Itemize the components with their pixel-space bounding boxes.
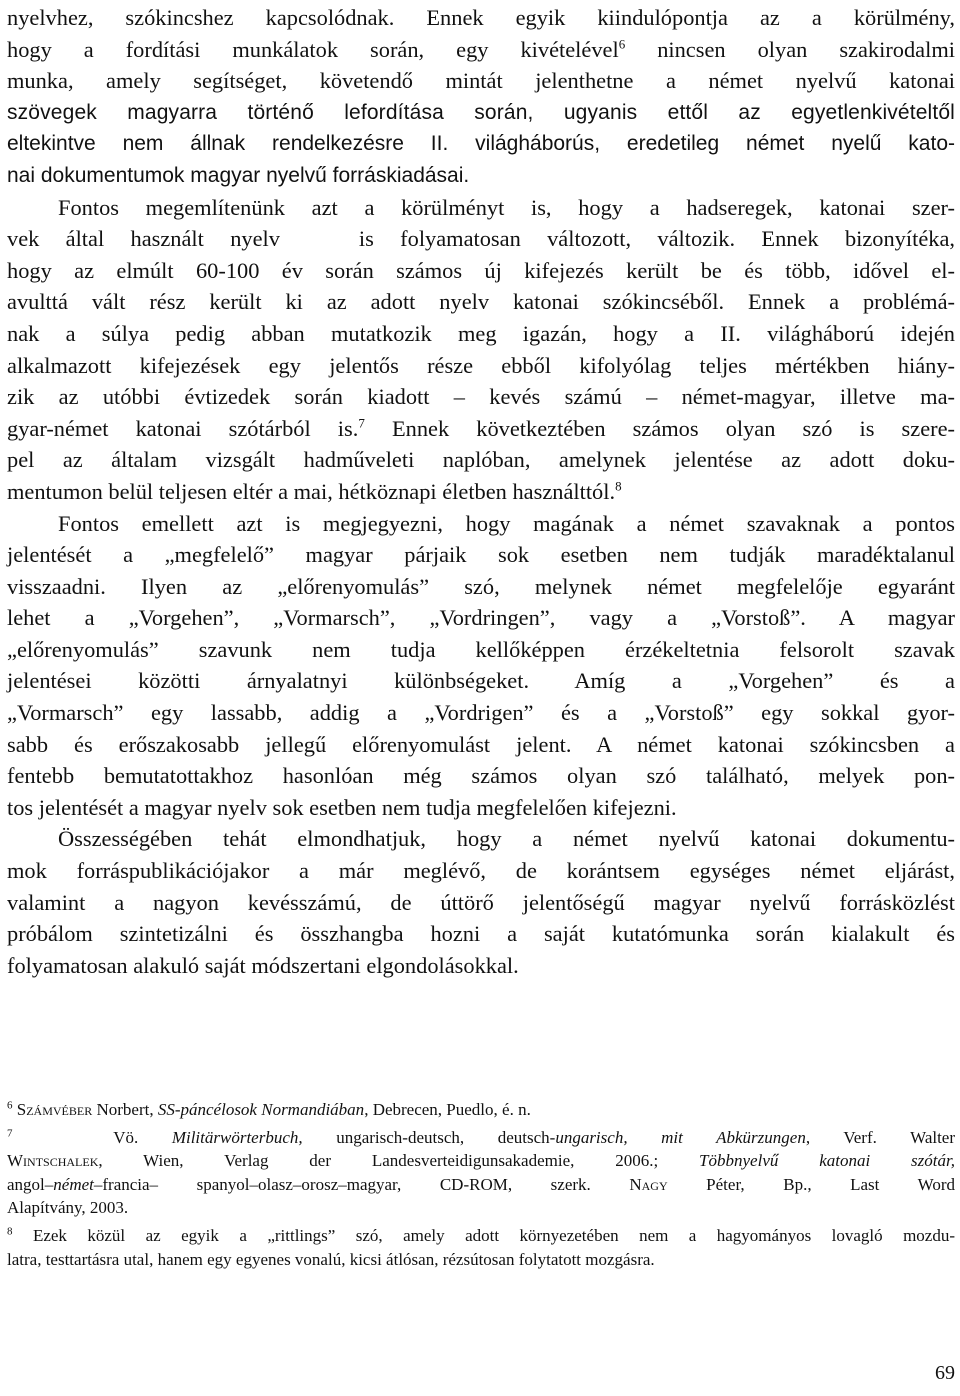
footnote-title: SS-páncélosok Normandiában bbox=[157, 1100, 365, 1119]
text-line: hogy az elmúlt 60-100 év során számos új kifejezés került be és több, idővel el- bbox=[7, 257, 955, 283]
text-line: mok forráspublikációjakor a már meglévő, de korántsem egységes német eljárást, bbox=[7, 858, 955, 884]
text-line: visszaadni. Ilyen az „előrenyomulás” szó, melynek német megfelelője egyaránt bbox=[7, 573, 955, 599]
text-line: zik az utóbbi évtizedek során kiadott – kevés számú – német-magyar, illetve ma- bbox=[7, 384, 955, 410]
text-line: próbálom szintetizálni és összhangba hozni a saját kutatómunka során kialakult és bbox=[7, 921, 955, 947]
text-line: eltekintve nem állnak rendelkezésre II. világháborús, eredetileg német nyelű kato- bbox=[7, 132, 955, 156]
footnote-number: 7 bbox=[7, 1126, 13, 1139]
text-line: szövegek magyarra történő lefordítása során, ugyanis ettől az egyetlenkivételtől bbox=[7, 100, 955, 124]
paragraph-2 bbox=[7, 192, 955, 508]
footnote-number: 8 bbox=[7, 1225, 13, 1238]
text-line: avulttá vált rész került ki az adott nyelv katonai szókincséből. Ennek a problémá- bbox=[7, 289, 955, 315]
main-text bbox=[7, 2, 955, 981]
text-line: nak a súlya pedig abban mutatkozik meg igazán, hogy a II. világháború idején bbox=[7, 320, 955, 346]
footnote-line: Wintschalek, Wien, Verlag der Landesverteidigunsakademie, 2006.; Többnyelvű katonai szótár, bbox=[7, 1151, 955, 1171]
text-line: folyamatosan alakuló saját módszertani elgondolásokkal. bbox=[7, 952, 519, 978]
footnote-ref-6[interactable]: 6 bbox=[618, 36, 626, 52]
footnote-8 bbox=[7, 1224, 955, 1271]
footnote-line: latra, testtartásra utal, hanem egy egyenes vonalú, kicsi átlósan, rézsútosan folytatott mozgásra. bbox=[7, 1249, 655, 1269]
text-line: fentebb bemutatottakhoz hasonlóan még számos olyan szó található, melyek pon- bbox=[7, 763, 955, 789]
footnote-number: 6 bbox=[7, 1099, 13, 1112]
footnote-6: $^6$ Számvéber Norbert, SS-páncélosok Normandiában, Debrecen, Puedlo, é. n. bbox=[7, 1099, 531, 1119]
text-line: tos jelentését a magyar nyelv sok esetben nem tudja megfelelően kifejezni. bbox=[7, 794, 677, 820]
text-line: sabb és erőszakosabb jellegű előrenyomulást jelent. A német katonai szókincsben a bbox=[7, 731, 955, 757]
footnote-ref-8[interactable]: 8 bbox=[615, 478, 622, 494]
text-line: „előrenyomulás” szavunk nem tudja kellőképpen érzékeltetnia felsorolt szavak bbox=[7, 636, 955, 662]
text-line: jelentését a „megfelelő” magyar párjaik sok esetben nem tudják maradéktalanul bbox=[7, 542, 955, 568]
text-line: „Vormarsch” egy lassabb, addig a „Vordrigen” és a „Vorstoß” egy sokkal gyor- bbox=[7, 700, 955, 726]
text-line: nai dokumentumok magyar nyelvű forráskiadásai. bbox=[7, 163, 470, 187]
page-number: 69 bbox=[935, 1362, 955, 1384]
text-line: nyelvhez, szókincshez kapcsolódnak. Ennek egyik kiindulópontja az a körülmény, bbox=[7, 5, 955, 30]
paragraph-4 bbox=[7, 823, 955, 981]
footnote-ref-7[interactable]: 7 bbox=[358, 415, 365, 431]
text-line: Összességében tehát elmondhatjuk, hogy a német nyelvű katonai dokumentu- bbox=[58, 826, 955, 852]
text-line: lehet a „Vorgehen”, „Vormarsch”, „Vordringen”, vagy a „Vorstoß”. A magyar bbox=[7, 605, 955, 631]
text-line: mentumon belül teljesen eltér a mai, hétköznapi életben használttól.$^8$ bbox=[7, 478, 622, 504]
footnote-7 bbox=[7, 1126, 955, 1220]
footnote-line: Alapítvány, 2003. bbox=[7, 1198, 129, 1218]
text-line: gyar-német katonai szótárból is.$^7$ Ennek következtében számos olyan szó is szere- bbox=[7, 415, 955, 441]
footnotes bbox=[7, 1098, 955, 1271]
paragraph-3 bbox=[7, 508, 955, 824]
paragraph-1 bbox=[7, 2, 955, 192]
text-line: pel az általam vizsgált hadműveleti naplóban, amelynek jelentése az adott doku- bbox=[7, 447, 955, 473]
footnote-line: $^8$ Ezek közül az egyik a „rittlings” szó, amely adott környezetében nem a hagyományos lovagló mozdu- bbox=[7, 1225, 955, 1245]
text-line: vek által használt nyelv is folyamatosan változott, változik. Ennek bizonyítéka, bbox=[7, 226, 955, 252]
text-line: Fontos megemlítenünk azt a körülményt is, hogy a hadseregek, katonai szer- bbox=[58, 194, 955, 220]
text-line: jelentései közötti árnyalatnyi különbségeket. Amíg a „Vorgehen” és a bbox=[7, 668, 955, 694]
footnote-line: angol–német–francia– spanyol–olasz–orosz–magyar, CD-ROM, szerk. Nagy Péter, Bp., Last Word bbox=[7, 1174, 955, 1194]
text-line: munka, amely segítséget, követendő mintát jelenthetne a német nyelvű katonai bbox=[7, 68, 955, 94]
text-line: Fontos emellett azt is megjegyezni, hogy magának a német szavaknak a pontos bbox=[58, 510, 955, 536]
text-line: hogy a fordítási munkálatok során, egy kivételével$^6$ nincsen olyan szakirodalmi bbox=[7, 36, 955, 62]
footnote-line: $^7$ Vö. Militärwörterbuch, ungarisch-deutsch, deutsch-ungarisch, mit Abkürzungen, Verf. Walter bbox=[7, 1126, 956, 1147]
footnote-author: Számvéber bbox=[16, 1100, 93, 1119]
text-line: valamint a nagyon kevésszámú, de úttörő jelentőségű magyar nyelvű forrásközlést bbox=[7, 889, 955, 915]
text-line: alkalmazott kifejezések egy jelentős része ebből kifolyólag teljes mértékben hiány- bbox=[7, 352, 955, 378]
